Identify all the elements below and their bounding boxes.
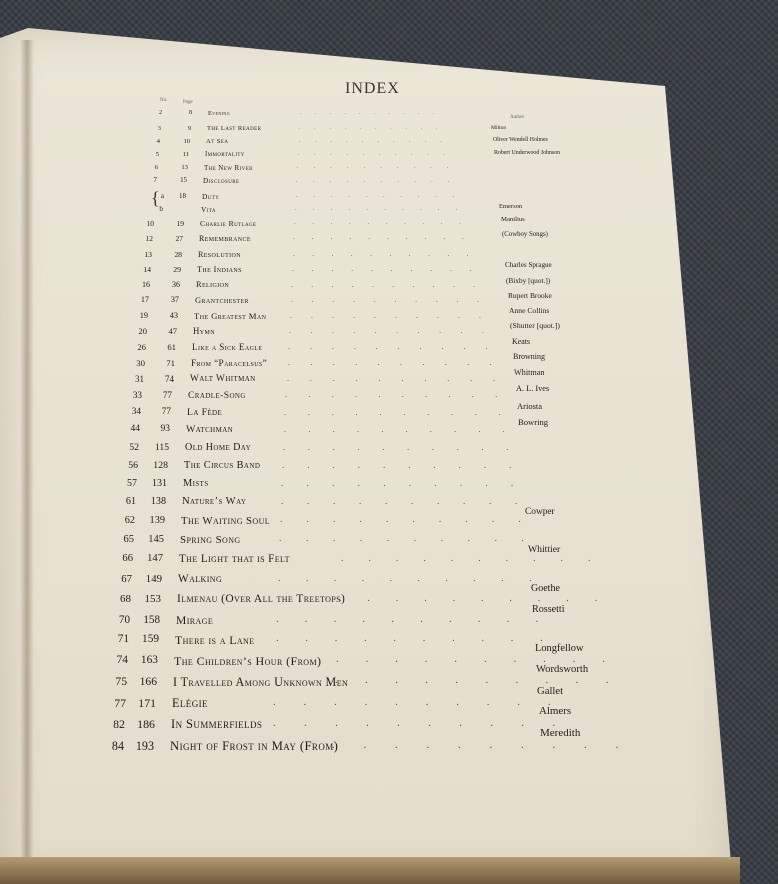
- entry-number: 20: [138, 326, 147, 336]
- entry-number: 71: [117, 633, 129, 645]
- entry-page: 131: [152, 478, 167, 489]
- entry-number: 14: [143, 265, 151, 274]
- entry-title: At Sea: [206, 138, 229, 145]
- entry-number: 62: [124, 515, 135, 526]
- entry-author: Oliver Wendell Holmes: [493, 137, 548, 143]
- entry-number: 3: [157, 125, 161, 132]
- leader-dots: . . . . . . . . . .: [280, 515, 532, 525]
- entry-number: 16: [142, 280, 150, 289]
- entry-title: Charlie Rutlage: [200, 219, 257, 228]
- entry-author: Manilius: [501, 216, 525, 223]
- entry-title: The Children’s Hour (From): [174, 654, 322, 668]
- entry-page: 153: [144, 593, 161, 605]
- entry-number: 66: [122, 553, 133, 564]
- entry-author: Almers: [539, 705, 572, 717]
- entry-page: 145: [148, 534, 164, 545]
- entry-page: 115: [154, 442, 169, 453]
- entry-author: Keats: [512, 337, 530, 346]
- leader-dots: . . . . . . . . . .: [300, 110, 441, 116]
- entry-page: 77: [162, 390, 172, 400]
- leader-dots: . . . . . . . . . .: [273, 717, 568, 729]
- entry-page: 158: [143, 614, 160, 626]
- entry-title: The New River: [204, 164, 253, 172]
- entry-page: 47: [168, 326, 177, 336]
- leader-dots: . . . . . . . . . .: [339, 593, 609, 604]
- entry-page: 147: [147, 553, 163, 564]
- entry-title: Like a Sick Eagle: [192, 342, 263, 352]
- entry-page: 159: [142, 633, 159, 645]
- entry-author: (Shutter [quot.]): [510, 321, 560, 330]
- entry-title: Nature’s Way: [182, 496, 247, 507]
- leader-dots: . . . . . . . . . .: [289, 326, 493, 335]
- entry-number: 70: [118, 614, 130, 626]
- leader-dots: . . . . . . . . . .: [279, 534, 536, 544]
- entry-page: 27: [175, 234, 183, 243]
- entry-page: 163: [140, 654, 158, 666]
- entry-number: 52: [129, 442, 139, 453]
- entry-number: 34: [131, 407, 141, 417]
- leader-dots: . . . . . . . . . .: [276, 633, 555, 644]
- entry-title: Disclosure: [203, 177, 240, 185]
- entry-author: Wordsworth: [536, 664, 589, 675]
- leader-dots: . . . . . . . . . .: [296, 192, 462, 199]
- entry-number: 31: [135, 374, 144, 384]
- entry-author: Anne Collins: [509, 306, 550, 315]
- entry-number: 61: [125, 496, 136, 507]
- entry-page: 138: [150, 496, 166, 507]
- leader-dots: . . . . . . . . . .: [299, 138, 449, 144]
- entry-number: 13: [144, 250, 152, 259]
- leader-dots: . . . . . . . . . .: [284, 424, 515, 434]
- entry-author: Whittier: [528, 544, 561, 555]
- entry-number: 84: [111, 739, 124, 753]
- entry-title: From “Paracelsus”: [191, 358, 268, 368]
- leader-dots: . . . . . . . . . .: [276, 614, 551, 625]
- leader-dots: . . . . . . . . . .: [284, 407, 511, 417]
- leader-dots: . . . . . . . . . .: [292, 265, 480, 273]
- entry-number: 10: [146, 219, 154, 228]
- entry-author: Rossetti: [532, 604, 565, 615]
- entry-number: 65: [123, 534, 134, 545]
- entry-title: Mirage: [176, 614, 214, 627]
- entry-title: The Indians: [197, 265, 242, 274]
- entry-author: Robert Underwood Johnson: [494, 150, 561, 156]
- entry-number: 19: [139, 311, 148, 320]
- entry-number: 68: [120, 593, 131, 605]
- entry-title: Spring Song: [180, 534, 241, 546]
- brace-glyph: {: [151, 188, 160, 208]
- entry-title: Evening: [208, 110, 230, 117]
- leader-dots: . . . . . . . . . .: [335, 675, 621, 686]
- entry-page: 36: [172, 280, 180, 289]
- entry-page: 77: [161, 407, 171, 417]
- entry-page: 11: [182, 151, 189, 158]
- entry-author: (Cowboy Songs): [502, 231, 548, 238]
- entry-title: Hymn: [193, 326, 216, 336]
- leader-dots: . . . . . . . . . .: [341, 553, 602, 564]
- entry-page: 166: [139, 675, 157, 688]
- entry-page: 43: [169, 311, 178, 320]
- entry-number: 57: [127, 478, 137, 489]
- leader-dots: . . . . . . . . . .: [290, 311, 490, 320]
- entry-page: 10: [183, 138, 190, 145]
- entry-page: 61: [167, 342, 176, 352]
- leader-dots: . . . . . . . . . .: [287, 374, 505, 383]
- entry-page: 19: [176, 219, 184, 228]
- entry-author: Meredith: [540, 727, 581, 739]
- entry-author: Milton: [491, 125, 507, 131]
- entry-number: b: [159, 205, 163, 213]
- entry-title: Religion: [196, 280, 230, 289]
- entry-title: The Last Reader: [207, 125, 262, 132]
- entry-number: 12: [145, 234, 153, 243]
- entry-author: Goethe: [531, 583, 560, 594]
- entry-author: Browning: [513, 352, 545, 361]
- entry-page: 128: [153, 460, 168, 471]
- entry-number: 4: [156, 138, 160, 145]
- leader-dots: . . . . . . . . . .: [283, 442, 519, 452]
- entry-number: 5: [155, 151, 159, 158]
- entry-number: 56: [128, 460, 138, 471]
- leader-dots: . . . . . . . . . .: [273, 696, 564, 708]
- entry-number: 6: [154, 164, 158, 171]
- entry-page: 29: [173, 265, 181, 274]
- entry-number: 7: [153, 177, 157, 184]
- entry-number: 26: [137, 342, 146, 352]
- leader-dots: . . . . . . . . . .: [293, 250, 477, 258]
- leader-dots: . . . . . . . . . .: [288, 358, 501, 367]
- entry-page: 74: [165, 374, 174, 384]
- header-no: No.: [160, 98, 168, 103]
- entry-page: 171: [138, 696, 156, 710]
- entry-title: Duty: [202, 192, 220, 201]
- leader-dots: . . . . . . . . . .: [299, 125, 444, 131]
- book-bottom-edge: [0, 857, 740, 884]
- leader-dots: . . . . . . . . . .: [297, 164, 456, 170]
- entry-title: The Light that is Felt: [179, 553, 290, 565]
- entry-page: 8: [188, 110, 192, 116]
- leader-dots: . . . . . . . . . .: [285, 390, 507, 399]
- leader-dots: . . . . . . . . . .: [295, 205, 465, 212]
- entry-title: The Waiting Soul: [181, 515, 271, 527]
- leader-dots: . . . . . . . . . .: [291, 295, 488, 304]
- leader-dots: . . . . . . . . . .: [296, 177, 457, 184]
- leader-dots: . . . . . . . . . .: [282, 460, 522, 470]
- entry-number: 44: [130, 424, 140, 434]
- entry-author: Whitman: [514, 368, 545, 377]
- entry-title: Immortality: [205, 151, 245, 158]
- index-title: INDEX: [345, 80, 400, 97]
- entry-author: Rupert Brooke: [508, 291, 552, 300]
- entry-page: 9: [187, 125, 191, 132]
- entry-title: Walking: [178, 573, 223, 585]
- leader-dots: . . . . . . . . . .: [288, 342, 497, 351]
- entry-page: 37: [170, 295, 179, 304]
- entry-number: 33: [132, 390, 142, 400]
- leader-dots: . . . . . . . . . .: [281, 496, 528, 506]
- entry-page: 28: [174, 250, 182, 259]
- entry-title: I Travelled Among Unknown Men: [173, 675, 349, 689]
- entry-page: 13: [181, 164, 188, 171]
- leader-dots: . . . . . . . . . .: [294, 219, 469, 226]
- entry-page: 18: [179, 192, 186, 200]
- entry-number: 17: [140, 295, 149, 304]
- entry-page: 149: [145, 573, 162, 585]
- entry-author: Longfellow: [535, 643, 584, 654]
- entry-title: In Summerfields: [171, 717, 263, 731]
- entry-title: Vita: [201, 205, 216, 214]
- entry-title: Walt Whitman: [190, 374, 256, 384]
- entry-title: Resolution: [198, 250, 241, 259]
- entry-author: Cowper: [525, 507, 555, 517]
- entry-author: Bowring: [518, 417, 549, 427]
- entry-page: 71: [166, 358, 175, 368]
- leader-dots: . . . . . . . . . .: [278, 573, 544, 584]
- entry-title: The Greatest Man: [194, 311, 267, 321]
- page-gutter-shadow: [20, 40, 34, 860]
- entry-number: 75: [115, 675, 127, 688]
- entry-number: a: [160, 192, 164, 200]
- entry-author: Charles Sprague: [505, 261, 552, 269]
- entry-author: A. L. Ives: [516, 384, 550, 393]
- leader-dots: . . . . . . . . . .: [293, 234, 472, 241]
- entry-author: Ariosta: [517, 401, 543, 411]
- entry-title: Remembrance: [199, 234, 251, 243]
- entry-title: Watchman: [186, 424, 234, 435]
- entry-author: Emerson: [499, 203, 523, 210]
- entry-author: (Bixby [quot.]): [506, 276, 551, 285]
- entry-title: Mists: [183, 478, 209, 489]
- entry-page: 15: [180, 177, 187, 184]
- header-author: Author: [510, 115, 525, 120]
- leader-dots: . . . . . . . . . .: [336, 654, 618, 665]
- entry-page: 93: [160, 424, 170, 434]
- leader-dots: . . . . . . . . . .: [281, 478, 524, 488]
- entry-title: Old Home Day: [185, 442, 252, 453]
- entry-number: 82: [113, 717, 125, 731]
- entry-title: There is a Lane: [175, 633, 255, 647]
- entry-page: 139: [149, 515, 165, 526]
- leader-dots: . . . . . . . . . .: [298, 151, 452, 157]
- leader-dots: . . . . . . . . . .: [332, 739, 632, 751]
- entry-author: Gallet: [537, 685, 564, 697]
- entry-title: Ilmenau (Over All the Treetops): [177, 593, 346, 605]
- entry-title: Grantchester: [195, 295, 249, 305]
- entry-title: La Fède: [187, 407, 223, 418]
- entry-page: 186: [137, 717, 155, 731]
- leader-dots: . . . . . . . . . .: [291, 280, 484, 289]
- entry-page: 193: [135, 739, 154, 753]
- header-page: Page: [183, 100, 193, 105]
- entry-title: Cradle-Song: [188, 390, 246, 401]
- entry-number: 74: [116, 654, 128, 666]
- entry-number: 2: [158, 110, 162, 116]
- entry-number: 30: [136, 358, 145, 368]
- entry-title: The Circus Band: [184, 460, 261, 471]
- entry-title: Night of Frost in May (From): [170, 739, 339, 753]
- entry-title: Elégie: [172, 696, 208, 710]
- entry-number: 77: [114, 696, 126, 710]
- entry-number: 67: [121, 573, 132, 585]
